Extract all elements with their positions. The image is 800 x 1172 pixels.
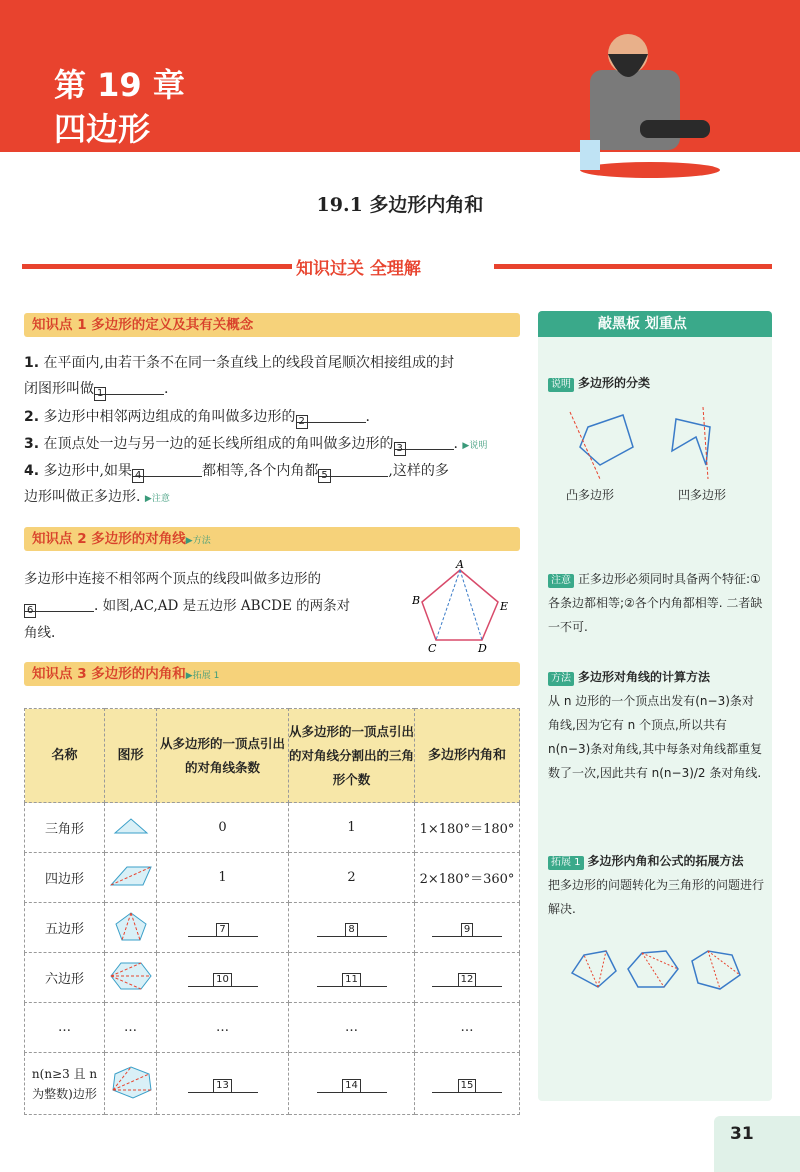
blank-5[interactable]: 5 xyxy=(318,461,388,477)
header-title: 知识过关 全理解 xyxy=(296,259,421,279)
blank-4[interactable]: 4 xyxy=(132,461,202,477)
blank-15[interactable]: 15 xyxy=(432,1077,502,1093)
table-row: 五边形 7 8 9 xyxy=(25,903,520,953)
blank-12[interactable]: 12 xyxy=(432,971,502,987)
note-extension: 拓展 1 多边形内角和公式的拓展方法 把多边形的问题转化为三角形的问题进行解决. xyxy=(548,854,765,916)
question-2: 2. 多边形中相邻两边组成的角叫做多边形的 2 . xyxy=(24,409,370,427)
blank-7[interactable]: 7 xyxy=(188,921,258,937)
blank-10[interactable]: 10 xyxy=(188,971,258,987)
page-number: 31 xyxy=(714,1116,800,1172)
concave-label: 凹多边形 xyxy=(678,488,727,502)
section-title: 19.1 多边形内角和 xyxy=(316,194,484,216)
th-angle-sum: 多边形内角和 xyxy=(415,709,520,803)
table-row: 三角形 0 1 1×180°＝180° xyxy=(25,803,520,853)
sidebar-title: 敲黑板 划重点 xyxy=(538,311,772,337)
knowledge-point-2: 知识点 2 多边形的对角线▶方法 xyxy=(24,527,520,551)
chapter-illustration xyxy=(520,10,780,180)
question-1: 1. 在平面内,由若干条不在同一条直线上的线段首尾顺次相接组成的封 闭图形叫做 1 . xyxy=(24,355,454,399)
convex-label: 凸多边形 xyxy=(566,488,615,502)
blank-11[interactable]: 11 xyxy=(317,971,387,987)
table-row: n(n≥3 且 n 为整数)边形 13 14 15 xyxy=(25,1053,520,1115)
blank-9[interactable]: 9 xyxy=(432,921,502,937)
note-regular-polygon: 注意 正多边形必须同时具备两个特征:①各条边都相等;②各个内角都相等. 二者缺一不可. xyxy=(548,572,763,634)
blank-2[interactable]: 2 xyxy=(296,407,366,423)
header-rule-right xyxy=(494,264,772,269)
th-name: 名称 xyxy=(25,709,105,803)
table-row: … … … … … xyxy=(25,1003,520,1053)
note-diagonal-method: 方法 多边形对角线的计算方法 从 n 边形的一个顶点出发有(n−3)条对角线,因为它有 n 个顶点,所以共有 n(n−3)条对角线,其中每条对角线都重复数了一次,因此共有 n(n−3)/2 条对角线. xyxy=(548,670,763,780)
blank-13[interactable]: 13 xyxy=(188,1077,258,1093)
th-triangles: 从多边形的一顶点引出的对角线分割出的三角形个数 xyxy=(289,709,415,803)
blank-6[interactable]: 6 xyxy=(24,596,94,612)
table-row: 六边形 10 11 12 xyxy=(25,953,520,1003)
knowledge-point-3: 知识点 3 多边形的内角和▶拓展 1 xyxy=(24,662,520,686)
angle-sum-table xyxy=(24,708,520,1115)
blank-3[interactable]: 3 xyxy=(394,434,454,450)
label-c: C xyxy=(428,642,437,654)
knowledge-point-1: 知识点 1 多边形的定义及其有关概念 xyxy=(24,313,520,337)
label-d: D xyxy=(478,642,487,654)
triangulation-figures xyxy=(568,947,744,993)
blank-1[interactable]: 1 xyxy=(94,379,164,395)
chapter-number: 第 19 章 xyxy=(54,66,185,104)
note-classification: 说明 多边形的分类 xyxy=(548,371,764,395)
label-e: E xyxy=(500,600,509,613)
convex-concave-figure xyxy=(558,407,748,487)
question-3: 3. 在顶点处一边与另一边的延长线所组成的角叫做多边形的 3 . ▶说明 xyxy=(24,436,488,454)
chapter-title: 四边形 xyxy=(54,110,151,148)
table-row: 四边形 1 2 2×180°＝360° xyxy=(25,853,520,903)
header-rule-left xyxy=(22,264,292,269)
th-figure: 图形 xyxy=(105,709,157,803)
blank-14[interactable]: 14 xyxy=(317,1077,387,1093)
key-points-sidebar xyxy=(538,311,772,1101)
blank-8[interactable]: 8 xyxy=(317,921,387,937)
label-b: B xyxy=(412,594,421,607)
pentagon-figure xyxy=(412,558,512,654)
th-diagonals: 从多边形的一顶点引出的对角线条数 xyxy=(157,709,289,803)
question-4: 4. 多边形中,如果 4 都相等,各个内角都 5 ,这样的多 边形叫做正多边形. ▶注意 xyxy=(24,463,449,505)
label-a: A xyxy=(456,558,464,571)
diagonal-definition: 多边形中连接不相邻两个顶点的线段叫做多边形的 6 . 如图,AC,AD 是五边形 ABCDE 的两条对 角线. xyxy=(24,571,351,641)
